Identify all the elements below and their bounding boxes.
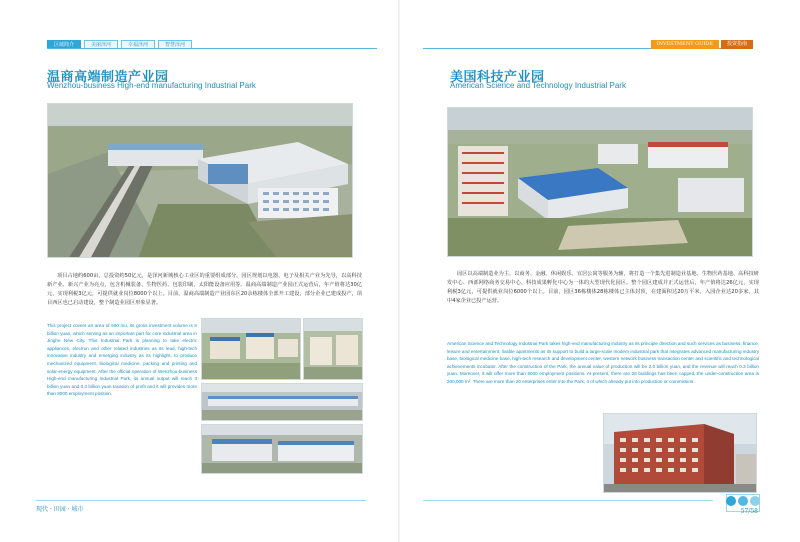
photo-red-building [603,413,757,493]
page-number-icons [726,496,760,506]
guide-tabs [651,40,753,49]
photo-factory-row [201,383,363,421]
header-rule [47,48,377,49]
decor-circle-icon [738,496,748,506]
tab-smart-jinghe[interactable]: 智慧泽河 [158,40,192,49]
body-text-en-right: American Science and Technology Industrial Park takes high-end manufacturing industry as its principle direction and such services as business, finance, leisure and entertainment, livable apartments as its support to build a large-scale modern industrial park that integrates advanced manufacturing industry base, biological medicine base, high-tech research and development center, western network business transaction center and scientific and technological achievements incubator. After the construction of the Park, the annual value of production will be 2.6 billion yuan, and the revenue will reach 0.3 billion yuan. Moreover, it will offer more than 6000 employment positions. At present, there are 28 buildings has been capped, the under-construction area is 200,000 m². There are more than 20 enterprises enter into the Park, 4 of which already put into production or commission. [447,341,759,384]
body-text-en: This project covers an area of 600 mu, its gross investment volume is 5 billion yuan, which serving as an important part for core industrial area in Jinghe New City. This Industrial Park is planning to take electric appliances, electron and other related industries as its lead, high-tech innovative industry and emerging industry as its highlight, to produce mechanized equipment, biological medicine, packing and printing and solar-energy equipment. After the official operation of Wenzhou-business High-end manufacturing Industrial Park, its annual output will reach 3 billion yuan and 0.3 billion yuan taxation of profit and it will provides more than 8000 employment position. [47,323,197,397]
tab-happy-jinghe[interactable]: 幸福泽河 [121,40,155,49]
body-text-cn: 项目占地约600亩，总投资约50亿元，是泽河新城核心工业区的重要组成部分。园区规划以电器、电子及相关产业为先导，以高科技新产业、新兴产业为亮点，包含机械装备、生物医药、包装印刷、太阳能设备应用等。温商高端制造产业园正式运营后，年产值将达30亿元，实现利税3亿元，可提供就业岗位8000个以上。目前，温商高端制造产业园东区20余栋楼体全部开工建设，部分企业已建成投产，项目西区也已启动建设，整个制造业园区形象显著。 [47,273,362,306]
tab-investment-guide-cn[interactable]: 投资指南 [721,40,753,49]
tab-investment-guide-en[interactable]: INVESTMENT GUIDE [651,40,719,49]
tab-beautiful-jinghe[interactable]: 美丽泽河 [84,40,118,49]
tab-region-intro[interactable]: 区域简介 [47,40,81,49]
page-title-right: 美国科技产业园 [450,70,545,85]
page-number: 57/58 [740,508,758,515]
decor-circle-icon [726,496,736,506]
decor-circle-icon [750,496,760,506]
photo-buildings-1 [201,318,301,380]
page-subtitle: Wenzhou-business High-end manufacturing Industrial Park [47,81,256,90]
page-subtitle-right: American Science and Technology Industrial Park [450,81,626,90]
photo-industrial-complex [201,424,363,474]
footer-rule [36,500,366,501]
body-text-cn-right: 园区以高端制造业为主，以商务、金融、休闲娱乐、宜居公寓等服务为辅，将打造一个集先进制造业基地、生物医药基地、高科技研发中心、西部网络商务交易中心、科技成果孵化中心为一体的大型现代化园区。整个园区建成并正式运营后，年产值将达26亿元，实现利税3亿元，可提供就业岗位6000个以上。目前，园区36栋楼体28栋楼体已主体封顶，在建面积达20万平米，入园企业达20多家，其中4家企业已投产运营。 [447,271,759,304]
footer-rule-right [423,500,713,501]
aerial-photo-industrial-park [47,103,353,258]
footer-slogan: 现代 · 田园 · 城市 [36,506,84,513]
aerial-photo-tech-park [447,107,753,257]
right-page [400,0,800,542]
page-title: 温商高端制造产业园 [47,70,169,85]
photo-buildings-2 [303,318,363,380]
